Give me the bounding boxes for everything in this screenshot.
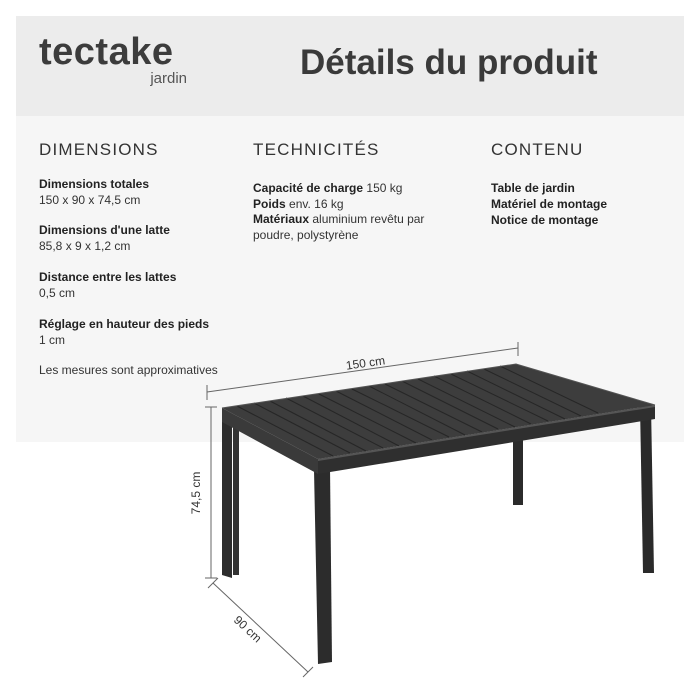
spec-label: Poids [253,197,286,211]
table-leg-front [314,466,332,664]
technicites-heading: TECHNICITÉS [253,140,380,159]
spec-label: Capacité de charge [253,181,364,195]
table-leg-back-right [513,437,523,505]
spec-label: Distance entre les lattes [39,270,177,284]
dimension-depth [208,578,313,677]
spec-value: env. 16 kg [289,197,344,211]
spec-label: Réglage en hauteur des pieds [39,317,210,331]
contenu-item: Matériel de montage [491,197,608,211]
dimensions-heading: DIMENSIONS [39,140,159,159]
dimension-height-label: 74,5 cm [189,471,203,515]
dimension-height [205,407,217,578]
spec-value: 150 x 90 x 74,5 cm [39,193,141,207]
table-leg-front-left [222,410,232,578]
spec-value: aluminium revêtu par poudre, polystyrène [253,212,425,242]
spec-label: Dimensions d'une latte [39,223,170,237]
spec-value: 150 kg [366,181,403,195]
contenu-item: Notice de montage [491,213,599,227]
spec-value: 0,5 cm [39,286,76,300]
table-leg-right [640,405,654,573]
dimension-depth-label: 90 cm [231,612,265,646]
brand-name: tectake [39,31,174,73]
spec-value: 1 cm [39,333,66,347]
spec-label: Dimensions totales [39,177,150,191]
brand-subline: jardin [150,70,187,87]
page-title: Détails du produit [300,43,598,82]
table-leg-back-left [233,418,239,575]
contenu-item: Table de jardin [491,181,575,195]
dimension-width-label: 150 cm [344,353,386,373]
measure-note: Les mesures sont approximatives [39,363,218,377]
contenu-heading: CONTENU [491,140,584,159]
spec-value: 85,8 x 9 x 1,2 cm [39,239,131,253]
spec-label: Matériaux [253,212,310,226]
